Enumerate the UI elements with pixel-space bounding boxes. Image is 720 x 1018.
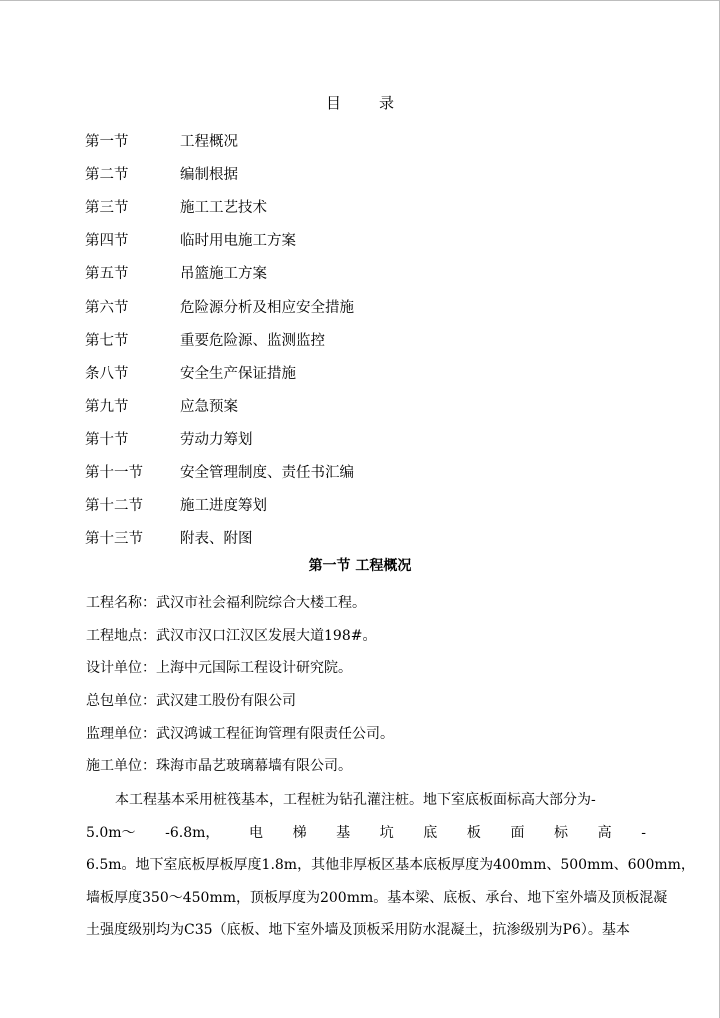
info-row bbox=[86, 651, 666, 684]
toc-entry-number: 第七节 bbox=[85, 332, 129, 349]
info-value: 武汉市汉口江汉区发展大道198#。 bbox=[156, 627, 377, 644]
toc-entry[interactable] bbox=[85, 157, 645, 190]
info-label: 施工单位： bbox=[86, 758, 156, 775]
toc-entry-number: 第九节 bbox=[85, 398, 129, 415]
info-value: 上海中元国际工程设计研究院。 bbox=[156, 660, 352, 677]
toc-entry[interactable] bbox=[85, 356, 645, 389]
paragraph-token: 坑 bbox=[379, 824, 394, 841]
toc-entry[interactable] bbox=[85, 389, 645, 422]
paragraph-token: 基 bbox=[336, 824, 351, 841]
page-border-top bbox=[0, 0, 720, 1]
toc-entry[interactable] bbox=[85, 488, 645, 521]
toc-entry[interactable] bbox=[85, 256, 645, 289]
paragraph-line: 墙板厚度350～450mm，顶板厚度为200mm。基本梁、底板、承台、地下室外墙及顶板混凝 bbox=[86, 889, 668, 906]
info-label: 总包单位： bbox=[86, 693, 156, 710]
info-label: 设计单位： bbox=[86, 660, 156, 677]
toc-entry-title: 吊篮施工方案 bbox=[180, 266, 267, 283]
toc-entry-title: 应急预案 bbox=[180, 398, 238, 415]
info-row bbox=[86, 619, 666, 652]
paragraph-line: 土强度级别均为C35（底板、地下室外墙及顶板采用防水混凝土，抗渗级别为P6）。基本 bbox=[86, 922, 630, 939]
info-row bbox=[86, 749, 666, 782]
info-row bbox=[86, 586, 666, 619]
info-label: 工程名称： bbox=[86, 595, 156, 612]
toc-entry-title: 安全管理制度、责任书汇编 bbox=[180, 464, 354, 481]
toc-title-right: 录 bbox=[379, 94, 395, 112]
toc-entry-number: 第十一节 bbox=[85, 464, 143, 481]
paragraph-token: 电 bbox=[248, 824, 263, 841]
toc-entry-number: 第五节 bbox=[85, 266, 129, 283]
toc-entry-number: 第十节 bbox=[85, 431, 129, 448]
paragraph-token: 面 bbox=[510, 824, 525, 841]
project-info bbox=[86, 586, 666, 782]
toc-title-left: 目 bbox=[325, 94, 341, 112]
toc-entry-number: 第四节 bbox=[85, 233, 129, 250]
overview-paragraph bbox=[86, 784, 695, 947]
toc-entry-title: 重要危险源、监测监控 bbox=[180, 332, 325, 349]
info-row bbox=[86, 684, 666, 717]
info-value: 武汉建工股份有限公司 bbox=[156, 693, 296, 710]
paragraph-line: 6.5m。地下室底板厚板厚度1.8m，其他非厚板区基本底板厚度为400mm、500mm、600mm， bbox=[86, 857, 695, 874]
paragraph-token: 高 bbox=[597, 824, 612, 841]
toc-entry[interactable] bbox=[85, 223, 645, 256]
paragraph-line: 本工程基本采用桩筏基本，工程桩为钻孔灌注桩。地下室底板面标高大部分为- bbox=[115, 792, 596, 808]
paragraph-token: 标 bbox=[554, 824, 569, 841]
toc-entry-number: 第一节 bbox=[85, 134, 129, 151]
info-label: 工程地点： bbox=[86, 627, 156, 644]
toc-entry-title: 附表、附图 bbox=[180, 531, 253, 548]
paragraph-token: 梯 bbox=[292, 824, 307, 841]
paragraph-token: -6.8m， bbox=[165, 824, 220, 841]
toc-entry-number: 第十三节 bbox=[85, 531, 143, 548]
toc-entry[interactable] bbox=[85, 455, 645, 488]
toc-entry-number: 条八节 bbox=[85, 365, 129, 382]
toc-entry-title: 施工进度筹划 bbox=[180, 498, 267, 515]
toc-entry-title: 工程概况 bbox=[180, 134, 238, 151]
paragraph-token: 板 bbox=[466, 824, 481, 841]
info-label: 监理单位： bbox=[86, 725, 156, 742]
info-value: 武汉鸿诚工程征询管理有限责任公司。 bbox=[156, 725, 394, 742]
toc-entry[interactable] bbox=[85, 190, 645, 223]
section-heading: 第一节 工程概况 bbox=[308, 558, 412, 574]
toc-entry-title: 危险源分析及相应安全措施 bbox=[180, 299, 354, 316]
info-row bbox=[86, 716, 666, 749]
toc-entry-title: 施工工艺技术 bbox=[180, 200, 267, 217]
info-value: 武汉市社会福利院综合大楼工程。 bbox=[156, 595, 366, 612]
toc-entry-title: 劳动力筹划 bbox=[180, 431, 253, 448]
paragraph-line-justified bbox=[86, 817, 646, 850]
toc-entry-title: 临时用电施工方案 bbox=[180, 233, 296, 250]
toc-entry[interactable] bbox=[85, 521, 645, 554]
toc-list bbox=[85, 124, 645, 554]
toc-entry-title: 安全生产保证措施 bbox=[180, 365, 296, 382]
info-value: 珠海市晶艺玻璃幕墙有限公司。 bbox=[156, 758, 352, 775]
toc-entry-number: 第十二节 bbox=[85, 498, 143, 515]
paragraph-token: 底 bbox=[423, 824, 438, 841]
toc-title bbox=[0, 92, 720, 113]
paragraph-token: 5.0m～ bbox=[86, 824, 136, 841]
toc-entry[interactable] bbox=[85, 422, 645, 455]
toc-entry-number: 第二节 bbox=[85, 167, 129, 184]
paragraph-token: - bbox=[641, 824, 646, 841]
toc-entry[interactable] bbox=[85, 289, 645, 322]
toc-entry-number: 第六节 bbox=[85, 299, 129, 316]
toc-entry-number: 第三节 bbox=[85, 200, 129, 217]
toc-entry[interactable] bbox=[85, 124, 645, 157]
toc-entry[interactable] bbox=[85, 323, 645, 356]
toc-entry-title: 编制根据 bbox=[180, 167, 238, 184]
